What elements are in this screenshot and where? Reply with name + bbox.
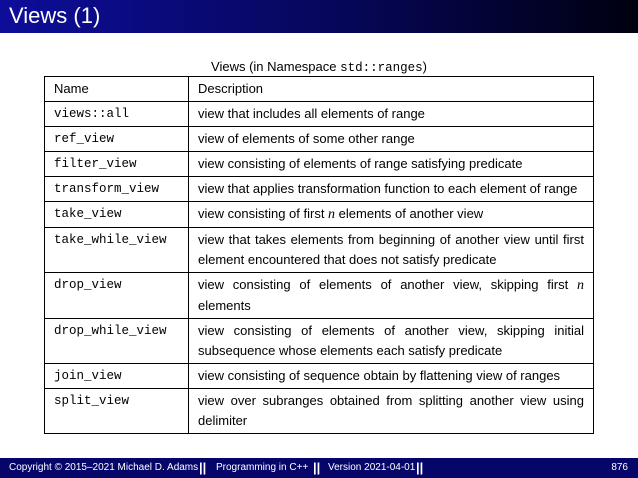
table-row [45, 177, 594, 202]
view-description: view that applies transformation function to each element of range [189, 177, 594, 202]
view-name: join_view [45, 364, 189, 389]
table-row [45, 273, 594, 319]
table-header-row [45, 77, 594, 102]
caption-prefix: Views (in Namespace [211, 59, 341, 74]
table-row [45, 127, 594, 152]
table-row [45, 364, 594, 389]
caption-namespace: std::ranges [340, 61, 423, 75]
math-variable-n: n [328, 207, 336, 222]
view-name: ref_view [45, 127, 189, 152]
table-row [45, 152, 594, 177]
slide-title: Views (1) [9, 3, 101, 28]
footer-version: Version 2021-04-01 [328, 462, 416, 473]
table-row [45, 202, 594, 228]
footer-copyright: Copyright © 2015–2021 Michael D. Adams [9, 462, 199, 473]
description-text: elements [198, 298, 251, 313]
view-name: filter_view [45, 152, 189, 177]
view-description [189, 273, 594, 319]
footer-separator: || [313, 460, 321, 475]
math-variable-n: n [577, 278, 584, 293]
view-description [189, 202, 594, 228]
slide-footer [0, 458, 638, 478]
view-description: view consisting of elements of range satisfying predicate [189, 152, 594, 177]
table-row [45, 389, 594, 434]
page-number: 876 [611, 462, 628, 473]
table-caption [0, 58, 638, 77]
footer-separator: || [416, 460, 424, 475]
view-name: transform_view [45, 177, 189, 202]
view-description: view of elements of some other range [189, 127, 594, 152]
view-name: drop_while_view [45, 319, 189, 364]
view-name: split_view [45, 389, 189, 434]
view-description: view consisting of sequence obtain by flattening view of ranges [189, 364, 594, 389]
footer-separator: || [199, 460, 207, 475]
view-description: view that includes all elements of range [189, 102, 594, 127]
view-name: take_while_view [45, 228, 189, 273]
view-name: take_view [45, 202, 189, 228]
description-text: view consisting of elements of another view, skipping first [198, 277, 577, 292]
header-name: Name [45, 77, 189, 102]
footer-course: Programming in C++ [216, 462, 309, 473]
slide-header [0, 0, 638, 33]
description-text: elements of another view [335, 206, 484, 221]
table-row [45, 102, 594, 127]
view-description: view that takes elements from beginning of another view until first element encountered that does not satisfy predicate [189, 228, 594, 273]
table-row [45, 228, 594, 273]
view-description: view consisting of elements of another view, skipping initial subsequence whose elements each satisfy predicate [189, 319, 594, 364]
views-table [44, 76, 594, 434]
view-name: views::all [45, 102, 189, 127]
view-description: view over subranges obtained from splitting another view using delimiter [189, 389, 594, 434]
view-name: drop_view [45, 273, 189, 319]
header-description: Description [189, 77, 594, 102]
caption-suffix: ) [422, 59, 427, 74]
table-row [45, 319, 594, 364]
description-text: view consisting of first [198, 206, 329, 221]
